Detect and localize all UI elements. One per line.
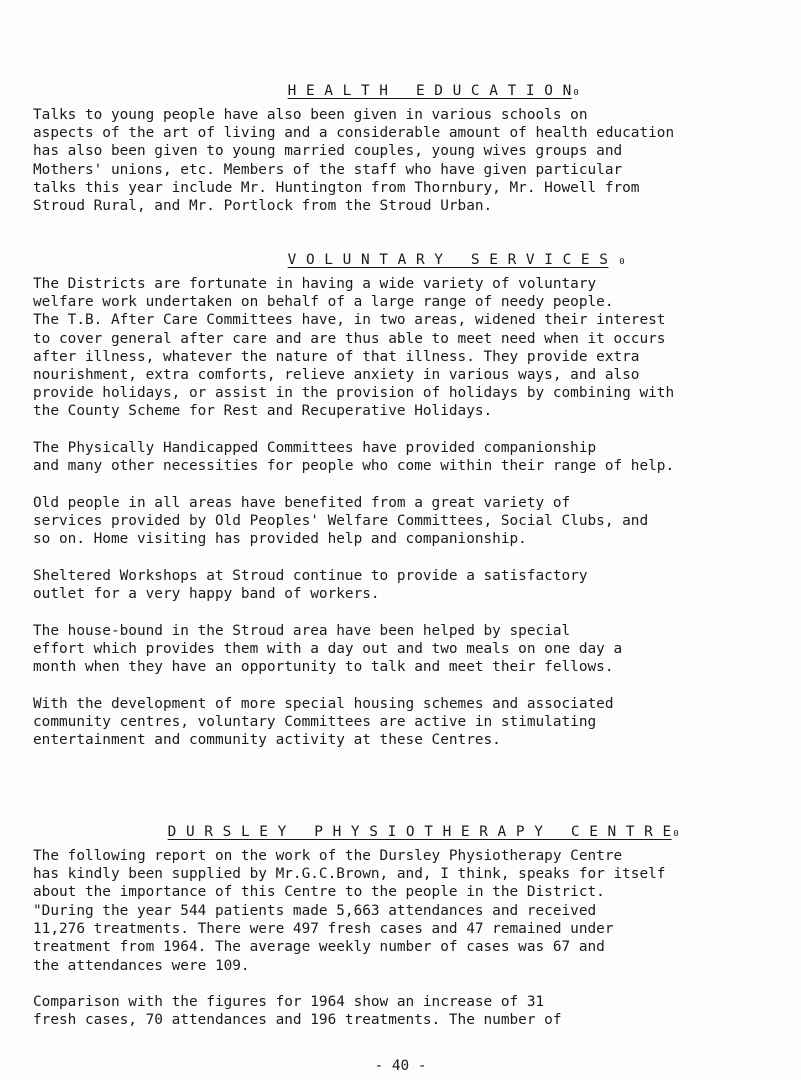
voluntary-paragraph-6: With the development of more special housing schemes and associated community centres, voluntary Committees are active in stimulating entertainment and community activity at these Centres. bbox=[33, 696, 614, 749]
physiotherapy-paragraph-1: The following report on the work of the Dursley Physiotherapy Centre has kindly been supplied by Mr.G.C.Brown, and, I think, speaks for itself about the importance of this Centre to the people in the District. bbox=[33, 848, 666, 901]
voluntary-services-title-suffix: ₀ bbox=[608, 252, 627, 269]
page-number: - 40 - bbox=[374, 1058, 427, 1074]
voluntary-paragraph-1: The Districts are fortunate in having a wide variety of voluntary welfare work undertaken on behalf of a large range of needy people. The T.B. After Care Committees have, in two areas, widened their interest to cover general after care and are thus able to meet need when it occurs after illness, whatever the nature of that illness. They provide extra nourishment, extra comforts, relieve anxiety in various ways, and also provide holidays, or assist in the provision of holidays by combining with the County Scheme for Rest and Recuperative Holidays. bbox=[33, 276, 675, 420]
voluntary-paragraph-4: Sheltered Workshops at Stroud continue to provide a satisfactory outlet for a very happy band of workers. bbox=[33, 568, 588, 603]
physiotherapy-paragraph-3: Comparison with the figures for 1964 show an increase of 31 fresh cases, 70 attendances and 196 treatments. The number of bbox=[33, 994, 562, 1029]
voluntary-paragraph-2: The Physically Handicapped Committees have provided companionship and many other necessities for people who come within their range of help. bbox=[33, 440, 675, 475]
physiotherapy-paragraph-2: "During the year 544 patients made 5,663 attendances and received 11,276 treatments. There were 497 fresh cases and 47 remained under treatment from 1964. The average weekly number of cases was 67 and the attendances were 109. bbox=[33, 903, 614, 974]
health-education-title: H E A L T H E D U C A T I O N bbox=[287, 83, 572, 100]
dursley-physiotherapy-title-suffix: ₀ bbox=[671, 824, 681, 841]
voluntary-paragraph-5: The house-bound in the Stroud area have been helped by special effort which provides them with a day out and two meals on one day a month when they have an opportunity to talk and meet their fellows. bbox=[33, 623, 623, 676]
dursley-physiotherapy-title: D U R S L E Y P H Y S I O T H E R A P Y C E N T R E bbox=[167, 824, 672, 841]
health-education-paragraph: Talks to young people have also been given in various schools on aspects of the art of living and a considerable amount of health education has also been given to young married couples, young wives groups and Mothers' unions, etc. Members of the staff who have given particular talks this year include Mr. Huntington from Thornbury, Mr. Howell from Stroud Rural, and Mr. Portlock from the Stroud Urban. bbox=[33, 107, 675, 215]
voluntary-services-title: V O L U N T A R Y S E R V I C E S bbox=[287, 252, 609, 269]
health-education-title-suffix: ₀ bbox=[571, 83, 581, 100]
voluntary-paragraph-3: Old people in all areas have benefited from a great variety of services provided by Old Peoples' Welfare Committees, Social Clubs, and so on. Home visiting has provided help and companionship. bbox=[33, 495, 649, 548]
